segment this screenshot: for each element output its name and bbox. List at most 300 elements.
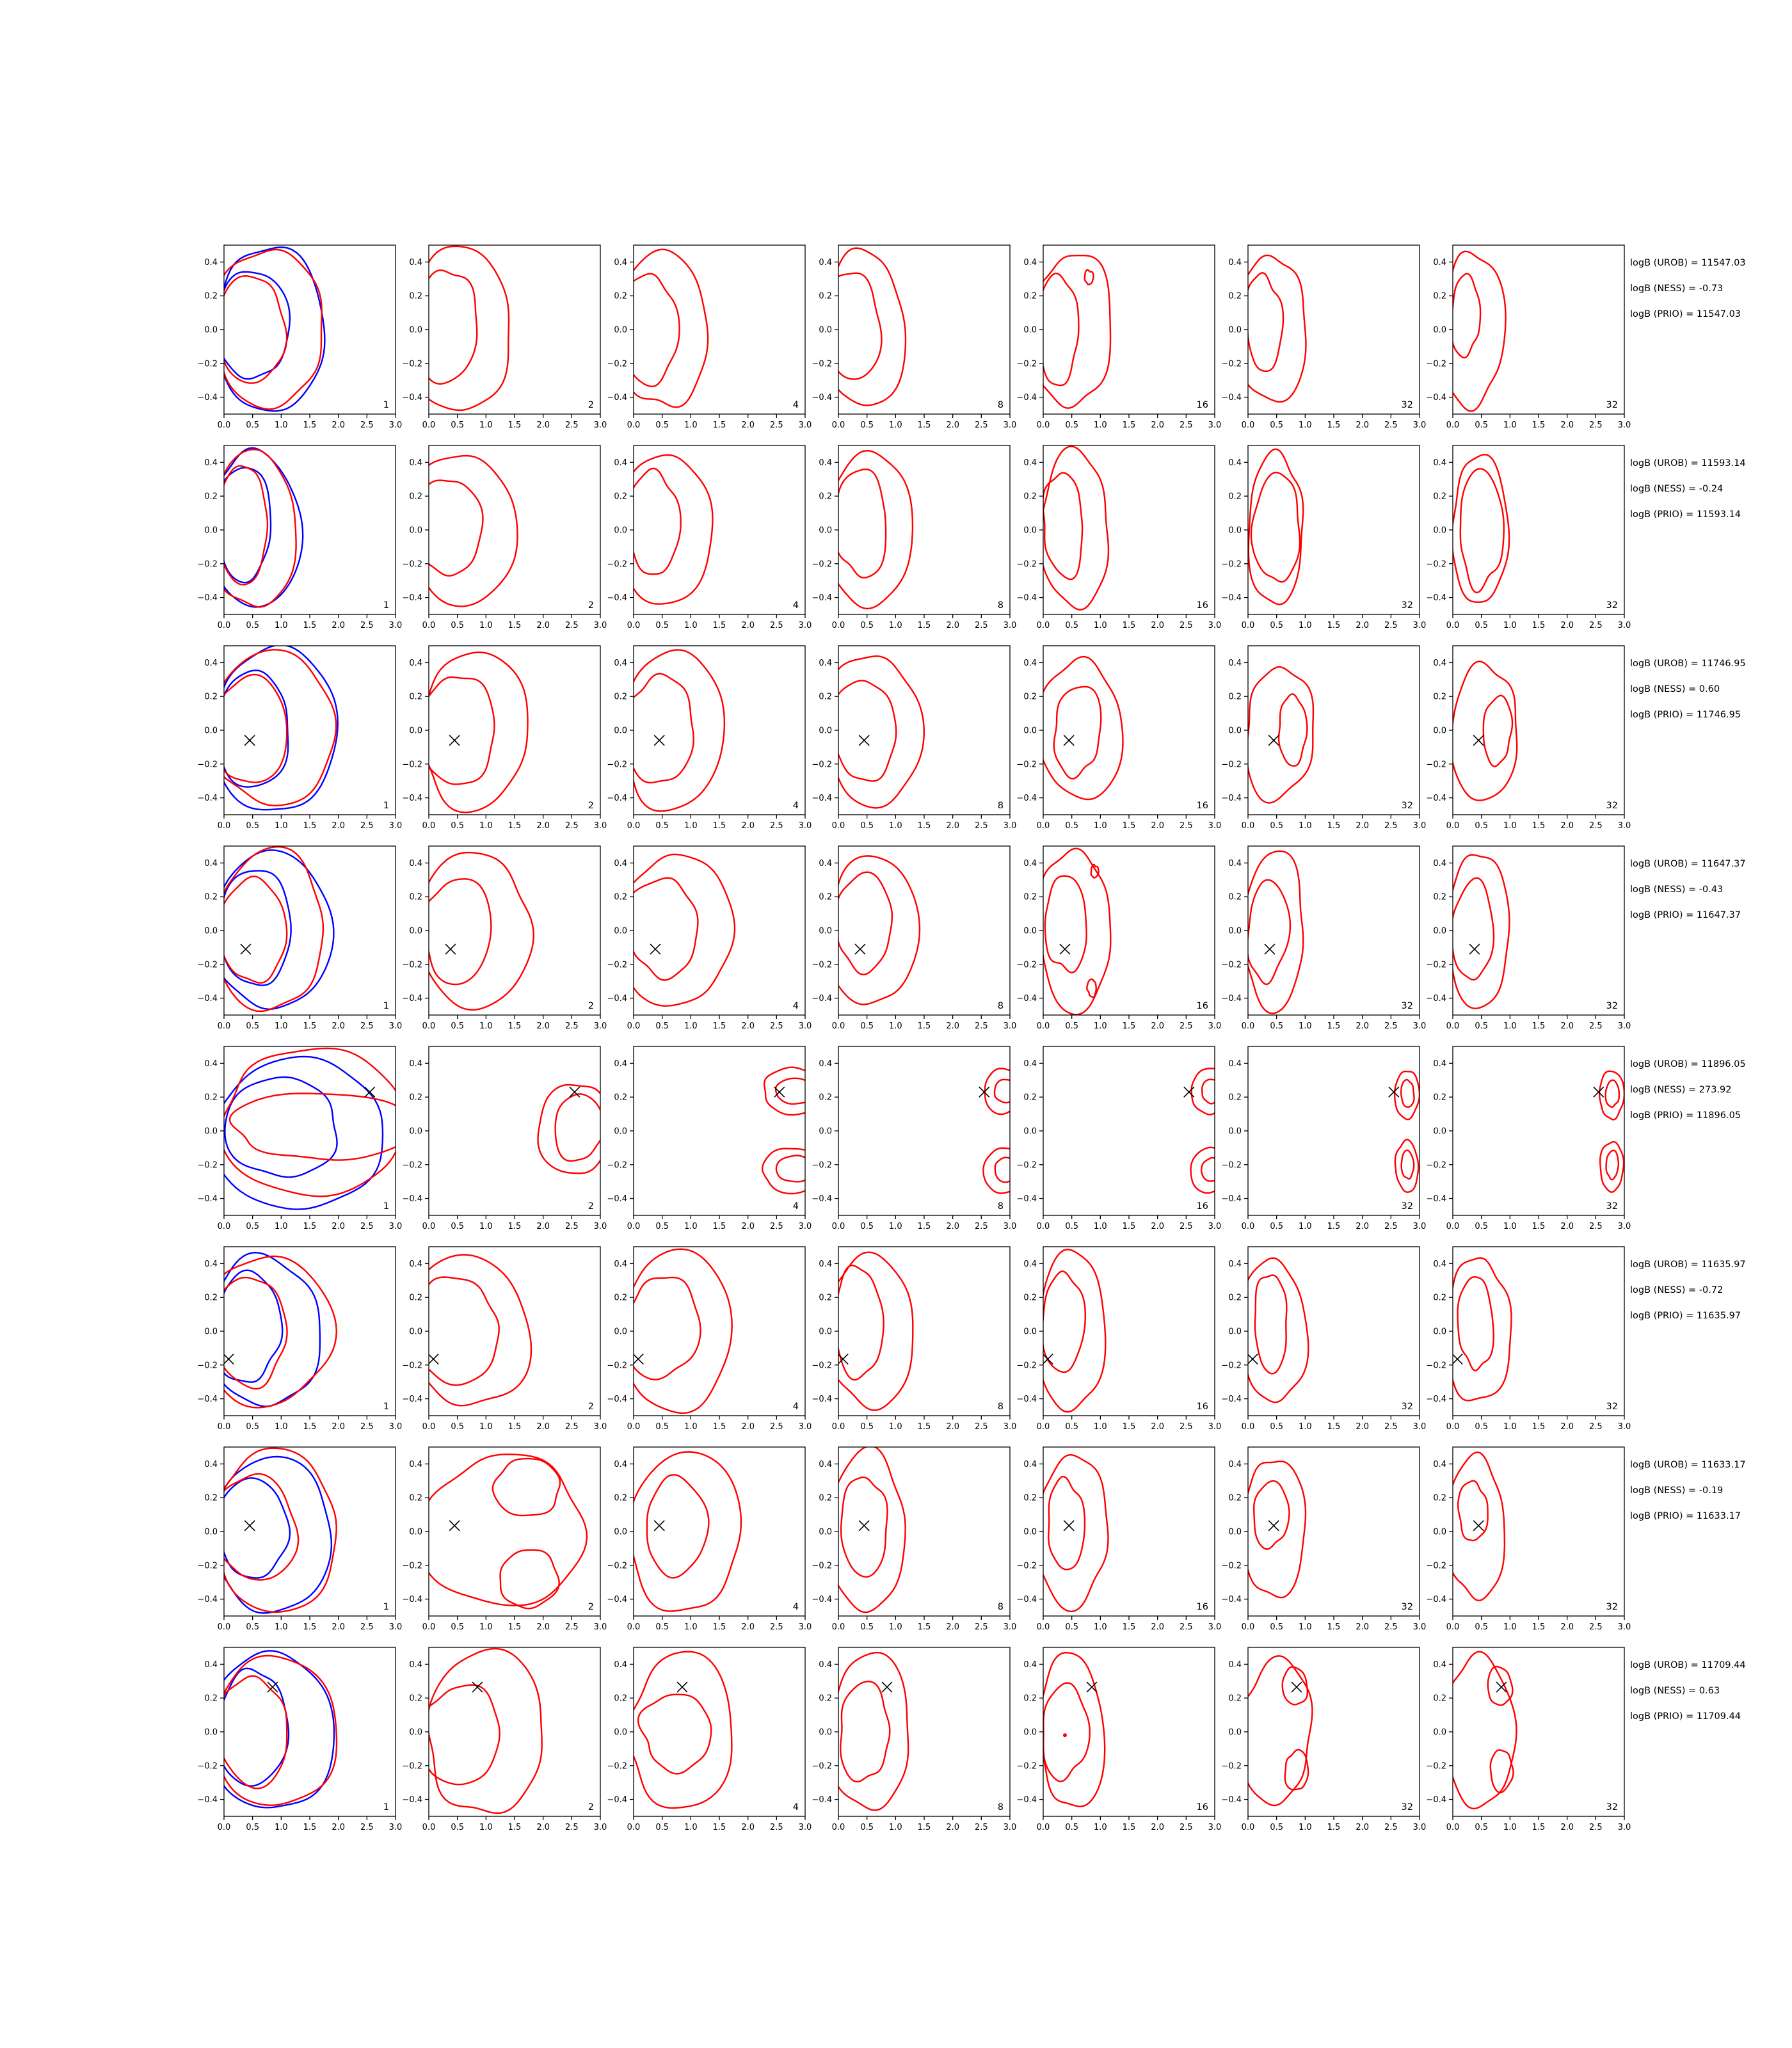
y-tick-label: 0.0 — [204, 1727, 218, 1738]
annotation-line: logB (NESS) = 273.92 — [1630, 1085, 1732, 1095]
subplot-count-label: 32 — [1401, 1402, 1413, 1412]
y-tick-label: −0.2 — [812, 1761, 832, 1772]
red-contour — [836, 469, 886, 577]
x-tick-label: 0.5 — [451, 1422, 465, 1432]
y-tick-label: −0.2 — [197, 1761, 218, 1772]
contour-group — [628, 1652, 732, 1808]
x-tick-label: 0.0 — [1446, 1622, 1460, 1632]
x-tick-label: 3.0 — [1412, 1021, 1426, 1031]
x-tick-label: 2.5 — [974, 1422, 988, 1432]
axes-box — [1248, 1046, 1420, 1215]
red-contour — [840, 1681, 890, 1782]
contour-group — [419, 852, 534, 1010]
x-tick-label: 2.5 — [974, 821, 988, 831]
red-contour — [202, 1256, 337, 1407]
x-tick-label: 0.0 — [1446, 821, 1460, 831]
subplot-count-label: 16 — [1196, 801, 1208, 811]
truth-marker-x — [859, 1521, 869, 1531]
x-tick-label: 2.5 — [769, 1222, 783, 1231]
y-tick-label: 0.0 — [1228, 1327, 1242, 1337]
y-tick-label: −0.2 — [402, 760, 422, 770]
subplot-r3c5 — [1010, 638, 1221, 843]
contour-group — [828, 451, 913, 609]
subplot-count-label: 32 — [1606, 600, 1618, 611]
subplot-r3c3 — [600, 638, 812, 843]
axes-box — [429, 245, 600, 414]
red-contour — [420, 879, 491, 984]
y-tick-label: 0.2 — [204, 692, 218, 702]
x-tick-label: 3.0 — [1208, 1823, 1221, 1832]
subplot-count-label: 32 — [1401, 1802, 1413, 1812]
x-tick-label: 0.5 — [451, 1622, 465, 1632]
axes-box — [838, 846, 1010, 1015]
x-tick-label: 3.0 — [1617, 1622, 1631, 1632]
x-tick-label: 0.0 — [1241, 1222, 1255, 1231]
x-tick-label: 1.5 — [917, 1823, 931, 1832]
subplot-r2c6 — [1215, 438, 1426, 643]
y-tick-label: −0.4 — [1016, 1395, 1037, 1405]
y-tick-label: 0.0 — [1023, 926, 1037, 936]
annotation-line: logB (UROB) = 11709.44 — [1630, 1660, 1746, 1670]
subplot-r7c6 — [1215, 1439, 1426, 1644]
y-tick-label: 0.4 — [1023, 658, 1037, 668]
y-tick-label: −0.2 — [1016, 1361, 1037, 1371]
contour-group — [1242, 1258, 1308, 1402]
contour-group — [823, 248, 906, 406]
x-tick-label: 0.5 — [1065, 1222, 1079, 1231]
y-tick-label: 0.2 — [1433, 692, 1446, 702]
x-tick-label: 1.0 — [479, 1222, 493, 1231]
x-tick-label: 1.5 — [712, 621, 726, 630]
y-tick-label: 0.0 — [819, 1727, 832, 1738]
subplot-count-label: 8 — [997, 801, 1004, 811]
y-tick-label: −0.4 — [197, 1795, 218, 1805]
x-tick-label: 0.5 — [1475, 1622, 1489, 1632]
x-tick-label: 0.5 — [1270, 1021, 1284, 1031]
x-tick-label: 0.0 — [831, 1222, 845, 1231]
subplot-r1c7 — [1420, 237, 1631, 442]
subplot-r5c4 — [805, 1039, 1016, 1244]
axes-box — [1453, 1046, 1624, 1215]
x-tick-label: 0.0 — [217, 1021, 231, 1031]
x-tick-label: 1.0 — [1093, 1222, 1107, 1231]
contour-group — [214, 1651, 337, 1807]
y-tick-label: −0.4 — [1016, 994, 1037, 1004]
red-contour — [493, 1459, 560, 1516]
x-tick-label: 1.5 — [303, 1422, 317, 1432]
x-tick-label: 2.5 — [564, 1021, 579, 1031]
red-contour — [1039, 1250, 1105, 1412]
axes-box — [634, 646, 805, 815]
subplot-count-label: 8 — [997, 1802, 1004, 1812]
subplot-count-label: 4 — [792, 1402, 799, 1412]
annotation-block-row1 — [1630, 250, 1746, 327]
y-tick-label: −0.4 — [1016, 794, 1037, 804]
y-tick-label: −0.2 — [197, 1561, 218, 1571]
x-tick-label: 2.0 — [1560, 821, 1574, 831]
subplot-r4c7 — [1420, 838, 1631, 1043]
y-tick-label: −0.4 — [812, 593, 832, 604]
y-tick-label: −0.2 — [1221, 1761, 1242, 1772]
y-tick-label: −0.2 — [402, 1761, 422, 1772]
y-tick-label: 0.4 — [1228, 1459, 1242, 1469]
x-tick-label: 2.0 — [1560, 1222, 1574, 1231]
subplot-r1c2 — [396, 237, 607, 442]
y-tick-label: −0.4 — [812, 1795, 832, 1805]
y-tick-label: 0.4 — [1228, 1059, 1242, 1069]
x-tick-label: 2.5 — [1384, 821, 1398, 831]
axes-box — [1248, 1647, 1420, 1816]
x-tick-label: 1.5 — [1532, 821, 1546, 831]
y-tick-label: −0.2 — [1426, 1361, 1446, 1371]
x-tick-label: 0.5 — [655, 621, 669, 630]
subplot-r8c6 — [1215, 1640, 1426, 1844]
x-tick-label: 1.0 — [274, 1422, 288, 1432]
y-tick-label: 0.2 — [409, 1293, 422, 1303]
red-contour — [618, 455, 712, 604]
x-tick-label: 2.0 — [536, 1021, 550, 1031]
x-tick-label: 2.0 — [741, 621, 755, 630]
y-tick-label: 0.0 — [409, 525, 422, 536]
x-tick-label: 0.0 — [422, 1422, 436, 1432]
red-contour — [629, 1452, 741, 1612]
y-tick-label: −0.2 — [1426, 760, 1446, 770]
subplot-r6c7 — [1420, 1239, 1631, 1444]
axes-box — [1248, 445, 1420, 614]
contour-group — [419, 1649, 542, 1813]
axes-box — [1043, 245, 1215, 414]
axes-box — [1453, 1447, 1624, 1616]
subplot-count-label: 2 — [588, 1802, 594, 1812]
x-tick-label: 2.5 — [564, 1422, 579, 1432]
x-tick-label: 3.0 — [1412, 1422, 1426, 1432]
red-contour — [833, 680, 896, 781]
y-tick-label: −0.2 — [812, 559, 832, 570]
y-tick-label: −0.4 — [607, 393, 627, 403]
x-tick-label: 1.5 — [712, 1823, 726, 1832]
annotation-line: logB (PRIO) = 11635.97 — [1630, 1311, 1741, 1321]
x-tick-label: 2.0 — [536, 1823, 550, 1832]
y-tick-label: 0.2 — [819, 1293, 832, 1303]
x-tick-label: 0.5 — [1270, 1823, 1284, 1832]
x-tick-label: 0.5 — [1065, 1021, 1079, 1031]
x-tick-label: 2.5 — [974, 1622, 988, 1632]
contour-group — [620, 1249, 732, 1413]
truth-marker-x — [882, 1682, 892, 1692]
y-tick-label: −0.4 — [607, 1194, 627, 1204]
x-tick-label: 2.5 — [1179, 1021, 1193, 1031]
x-tick-label: 3.0 — [1412, 1222, 1426, 1231]
y-tick-label: 0.4 — [1433, 1259, 1446, 1269]
contour-group — [212, 1448, 337, 1613]
x-tick-label: 0.5 — [860, 420, 874, 430]
x-tick-label: 2.5 — [769, 1823, 783, 1832]
x-tick-label: 1.5 — [508, 420, 522, 430]
x-tick-label: 0.0 — [627, 621, 641, 630]
x-tick-label: 1.0 — [274, 1222, 288, 1231]
contour-group — [1238, 1656, 1313, 1805]
subplot-count-label: 32 — [1401, 400, 1413, 410]
x-tick-label: 0.0 — [627, 1422, 641, 1432]
x-tick-label: 1.0 — [1503, 420, 1517, 430]
x-tick-label: 2.5 — [1384, 1422, 1398, 1432]
y-tick-label: −0.2 — [197, 1160, 218, 1171]
x-tick-label: 2.0 — [1356, 1021, 1370, 1031]
x-tick-label: 3.0 — [1208, 1422, 1221, 1432]
annotation-line: logB (NESS) = -0.24 — [1630, 484, 1724, 494]
x-tick-label: 0.0 — [627, 1021, 641, 1031]
red-contour — [412, 246, 509, 410]
x-tick-label: 2.5 — [1588, 821, 1603, 831]
x-tick-label: 3.0 — [1003, 420, 1016, 430]
annotation-line: logB (UROB) = 11896.05 — [1630, 1059, 1746, 1069]
x-tick-label: 0.0 — [217, 621, 231, 630]
truth-marker-x — [855, 944, 865, 954]
x-tick-label: 1.0 — [479, 1823, 493, 1832]
x-tick-label: 1.5 — [1327, 1823, 1341, 1832]
contour-group — [412, 456, 518, 606]
y-tick-label: 0.0 — [819, 325, 832, 335]
y-tick-label: −0.4 — [1426, 1194, 1446, 1204]
subplot-count-label: 2 — [588, 1402, 594, 1412]
contour-group — [625, 650, 724, 811]
y-tick-label: 0.0 — [1023, 726, 1037, 736]
x-tick-label: 1.0 — [479, 821, 493, 831]
y-tick-label: −0.4 — [607, 1595, 627, 1605]
x-tick-label: 1.5 — [1327, 420, 1341, 430]
axes-box — [224, 445, 396, 614]
x-tick-label: 0.5 — [1270, 621, 1284, 630]
y-tick-label: 0.4 — [204, 257, 218, 268]
red-contour — [1458, 1481, 1487, 1540]
subplot-count-label: 4 — [792, 1001, 799, 1011]
y-tick-label: 0.2 — [204, 492, 218, 502]
subplot-r8c3 — [600, 1640, 812, 1844]
annotation-line: logB (PRIO) = 11896.05 — [1630, 1110, 1741, 1121]
x-tick-label: 1.5 — [1327, 1622, 1341, 1632]
contour-group — [823, 656, 924, 808]
blue-contour — [225, 1077, 337, 1177]
y-tick-label: 0.2 — [819, 291, 832, 301]
y-tick-label: 0.0 — [409, 926, 422, 936]
x-tick-label: 2.5 — [1179, 1422, 1193, 1432]
y-tick-label: 0.0 — [409, 726, 422, 736]
red-contour — [417, 481, 483, 576]
contour-group — [1594, 1071, 1624, 1192]
y-tick-label: −0.2 — [607, 1160, 627, 1171]
contour-group — [1447, 1652, 1517, 1809]
y-tick-label: 0.2 — [819, 1693, 832, 1704]
x-tick-label: 2.0 — [536, 621, 550, 630]
y-tick-label: 0.2 — [614, 692, 627, 702]
subplot-r5c6 — [1215, 1039, 1426, 1244]
x-tick-label: 2.0 — [1356, 1422, 1370, 1432]
red-contour — [829, 1652, 908, 1810]
x-tick-label: 1.0 — [888, 420, 902, 430]
contour-group — [213, 247, 325, 411]
y-tick-label: −0.2 — [402, 1561, 422, 1571]
x-tick-label: 0.5 — [655, 1622, 669, 1632]
x-tick-label: 2.0 — [1356, 1823, 1370, 1832]
red-contour — [1446, 1452, 1505, 1601]
annotation-line: logB (NESS) = -0.19 — [1630, 1485, 1724, 1496]
x-tick-label: 0.0 — [831, 1823, 845, 1832]
red-contour — [1447, 1652, 1517, 1809]
y-tick-label: 0.0 — [1023, 325, 1037, 335]
x-tick-label: 2.5 — [360, 821, 374, 831]
annotation-line: logB (UROB) = 11647.37 — [1630, 859, 1746, 869]
y-tick-label: 0.2 — [819, 492, 832, 502]
truth-marker-x — [1292, 1682, 1302, 1692]
x-tick-label: 2.5 — [1588, 1222, 1603, 1231]
y-tick-label: 0.2 — [409, 892, 422, 902]
y-tick-label: −0.4 — [197, 1595, 218, 1605]
y-tick-label: 0.2 — [1023, 1693, 1037, 1704]
axes-box — [1043, 1247, 1215, 1416]
subplot-r5c2 — [396, 1039, 607, 1244]
red-contour — [1447, 1258, 1512, 1401]
y-tick-label: 0.0 — [1228, 1727, 1242, 1738]
x-tick-label: 0.0 — [831, 1422, 845, 1432]
x-tick-label: 1.0 — [1298, 1422, 1312, 1432]
x-tick-label: 2.0 — [1356, 1222, 1370, 1231]
x-tick-label: 2.5 — [564, 1222, 579, 1231]
subplot-r1c1 — [191, 237, 402, 442]
red-contour — [1030, 255, 1110, 408]
x-tick-label: 0.5 — [655, 1222, 669, 1231]
truth-marker-x — [449, 1521, 460, 1531]
x-tick-label: 3.0 — [1208, 821, 1221, 831]
contour-group — [829, 1446, 906, 1612]
x-tick-label: 0.5 — [1270, 1422, 1284, 1432]
red-contour — [214, 1277, 287, 1389]
y-tick-label: 0.4 — [1433, 1660, 1446, 1670]
x-tick-label: 0.5 — [1475, 1021, 1489, 1031]
x-tick-label: 1.5 — [1532, 1021, 1546, 1031]
x-tick-label: 0.0 — [831, 821, 845, 831]
x-tick-label: 1.5 — [1122, 621, 1136, 630]
axes-box — [838, 245, 1010, 414]
red-contour — [1401, 1080, 1414, 1107]
x-tick-label: 1.0 — [1503, 1422, 1517, 1432]
red-contour — [836, 872, 892, 975]
annotation-line: logB (UROB) = 11633.17 — [1630, 1460, 1746, 1470]
x-tick-label: 3.0 — [798, 1622, 812, 1632]
y-tick-label: 0.2 — [1023, 1092, 1037, 1103]
x-tick-label: 3.0 — [1208, 1622, 1221, 1632]
x-tick-label: 2.0 — [946, 1021, 960, 1031]
x-tick-label: 0.0 — [1241, 1622, 1255, 1632]
x-tick-label: 0.5 — [246, 821, 260, 831]
y-tick-label: 0.2 — [1228, 1092, 1242, 1103]
subplot-r2c2 — [396, 438, 607, 643]
x-tick-label: 1.0 — [684, 1823, 698, 1832]
x-tick-label: 3.0 — [593, 1823, 607, 1832]
x-tick-label: 3.0 — [388, 1021, 402, 1031]
x-tick-label: 2.0 — [741, 1222, 755, 1231]
truth-marker-x — [223, 1354, 234, 1364]
contour-group — [1038, 1652, 1105, 1806]
y-tick-label: 0.0 — [204, 926, 218, 936]
red-contour — [1039, 446, 1108, 609]
y-tick-label: −0.4 — [607, 1395, 627, 1405]
subplot-r7c7 — [1420, 1439, 1631, 1644]
red-contour — [828, 451, 913, 609]
x-tick-label: 1.0 — [888, 1222, 902, 1231]
y-tick-label: −0.4 — [402, 994, 422, 1004]
y-tick-label: −0.2 — [197, 359, 218, 369]
subplot-count-label: 32 — [1401, 600, 1413, 611]
truth-marker-x — [1268, 1521, 1279, 1531]
y-tick-label: 0.2 — [614, 1693, 627, 1704]
x-tick-label: 0.5 — [1270, 821, 1284, 831]
y-tick-label: 0.2 — [1228, 1493, 1242, 1503]
x-tick-label: 0.0 — [831, 1021, 845, 1031]
x-tick-label: 0.0 — [1446, 1823, 1460, 1832]
subplot-r6c1 — [191, 1239, 402, 1444]
x-tick-label: 0.5 — [451, 420, 465, 430]
x-tick-label: 1.5 — [917, 621, 931, 630]
y-tick-label: −0.4 — [1016, 1795, 1037, 1805]
y-tick-label: 0.2 — [819, 892, 832, 902]
y-tick-label: −0.2 — [812, 1361, 832, 1371]
red-contour — [412, 456, 518, 606]
x-tick-label: 2.0 — [1356, 420, 1370, 430]
annotation-line: logB (PRIO) = 11593.14 — [1630, 509, 1741, 520]
y-tick-label: −0.2 — [402, 960, 422, 970]
y-tick-label: 0.2 — [1023, 492, 1037, 502]
contour-group — [420, 1455, 587, 1609]
x-tick-label: 1.5 — [712, 420, 726, 430]
x-tick-label: 0.5 — [1475, 420, 1489, 430]
y-tick-label: −0.4 — [1426, 1395, 1446, 1405]
red-contour — [556, 1094, 604, 1161]
x-tick-label: 2.5 — [1588, 420, 1603, 430]
y-tick-label: −0.2 — [812, 1160, 832, 1171]
x-tick-label: 3.0 — [798, 621, 812, 630]
y-tick-label: −0.2 — [1016, 1761, 1037, 1772]
truth-marker-x — [428, 1354, 438, 1364]
red-contour — [1599, 1071, 1624, 1120]
y-tick-label: 0.0 — [1433, 1327, 1446, 1337]
x-tick-label: 1.5 — [1532, 1823, 1546, 1832]
truth-marker-x — [1473, 1521, 1484, 1531]
x-tick-label: 3.0 — [1617, 1021, 1631, 1031]
x-tick-label: 0.0 — [627, 821, 641, 831]
y-tick-label: 0.0 — [204, 1126, 218, 1137]
contour-group — [1240, 1461, 1306, 1597]
contour-group — [1039, 446, 1108, 609]
y-tick-label: 0.2 — [1433, 492, 1446, 502]
x-tick-label: 0.5 — [451, 1222, 465, 1231]
x-tick-label: 1.0 — [1503, 1222, 1517, 1231]
red-contour — [1091, 865, 1099, 878]
x-tick-label: 0.0 — [217, 1823, 231, 1832]
y-tick-label: 0.2 — [204, 892, 218, 902]
y-tick-label: 0.4 — [1433, 858, 1446, 868]
x-tick-label: 3.0 — [1003, 621, 1016, 630]
x-tick-label: 3.0 — [1412, 420, 1426, 430]
truth-marker-x — [244, 735, 255, 746]
subplot-count-label: 8 — [997, 400, 1004, 410]
x-tick-label: 2.5 — [360, 1823, 374, 1832]
y-tick-label: −0.2 — [607, 760, 627, 770]
red-contour — [625, 650, 724, 811]
x-tick-label: 1.0 — [684, 1222, 698, 1231]
red-contour — [616, 250, 708, 408]
x-tick-label: 2.5 — [769, 1622, 783, 1632]
y-tick-label: −0.2 — [1016, 1561, 1037, 1571]
